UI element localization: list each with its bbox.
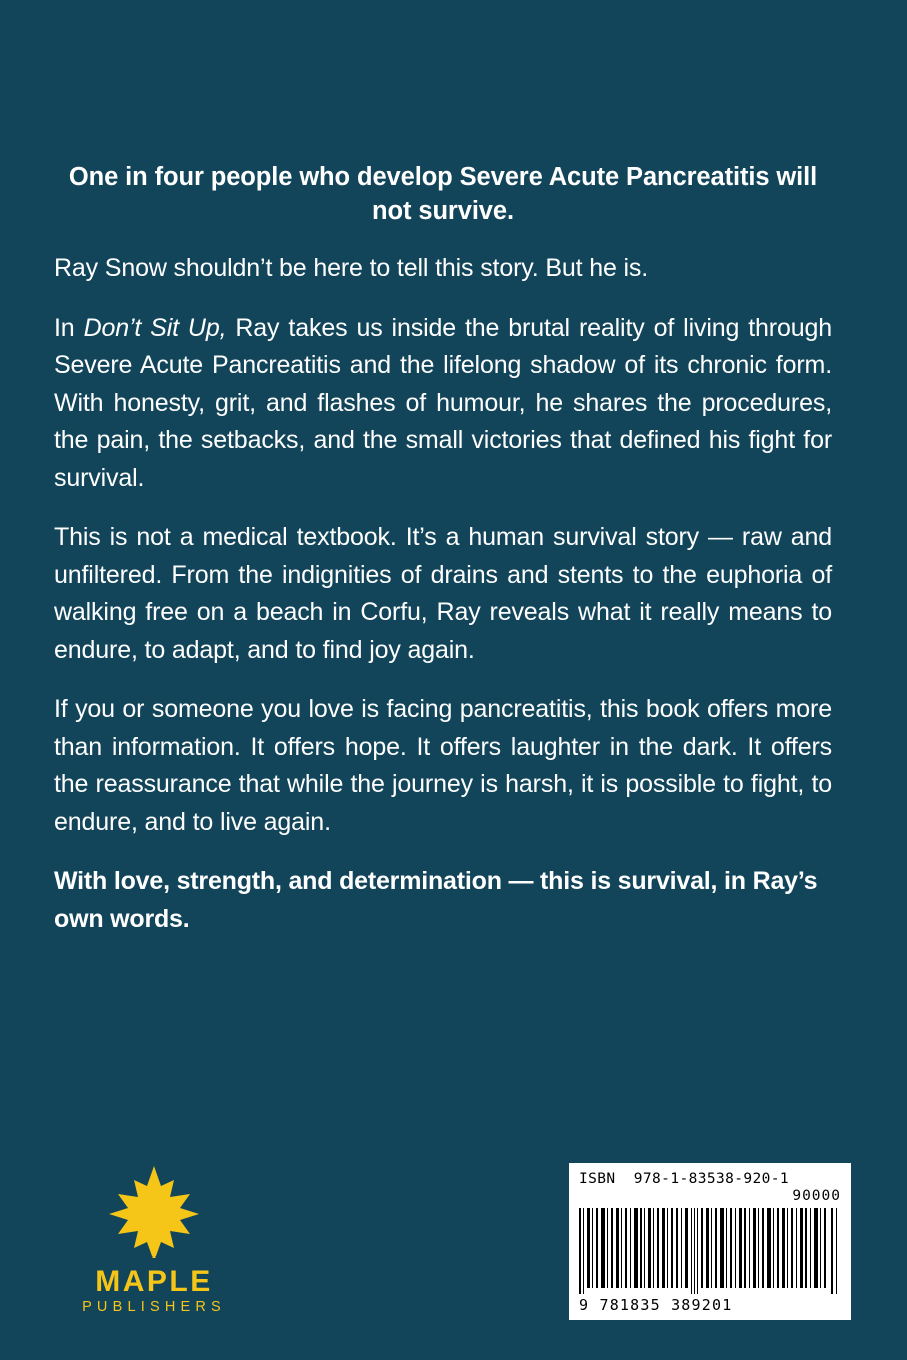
blurb-block — [54, 160, 832, 960]
blurb-paragraph-2-lead: In — [54, 313, 84, 342]
isbn-barcode — [569, 1163, 851, 1320]
blurb-headline: One in four people who develop Severe Acute Pancreatitis will not survive. — [68, 163, 818, 226]
book-title-italic: Don’t Sit Up, — [83, 313, 227, 342]
blurb-paragraph-3: This is not a medical textbook. It’s a human survival story — raw and unfiltered. From the indignities of drains and stents to the euphoria of walking free on a beach in Corfu, Ray reveals what it really means to endure, to adapt, and to find joy again. — [54, 523, 832, 664]
blurb-paragraph-4: If you or someone you love is facing pancreatitis, this book offers more than information. It offers hope. It offers laughter in the dark. It offers the reassurance that while the journey is harsh, it is possible to fight, to endure, and to live again. — [54, 695, 832, 836]
price-code: 90000 — [792, 1188, 841, 1204]
blurb-paragraph-2 — [54, 310, 832, 498]
publisher-subtitle: PUBLISHERS — [82, 1299, 226, 1315]
publisher-logo-block — [54, 1164, 254, 1316]
blurb-paragraph-2-rest: Ray takes us inside the brutal reality of living through Severe Acute Pancreatitis and the lifelong shadow of its chronic form. With honesty, grit, and flashes of humour, he shares the procedures, the pain, the setbacks, and the small victories that defined his fight for survival. — [54, 313, 832, 492]
maple-leaf-icon — [54, 1164, 254, 1260]
isbn-number: 978-1-83538-920-1 — [633, 1171, 790, 1187]
publisher-name: MAPLE — [95, 1264, 213, 1298]
isbn-label: ISBN — [579, 1171, 616, 1187]
blurb-paragraph-1: Ray Snow shouldn’t be here to tell this story. But he is. — [54, 254, 649, 283]
isbn-text — [579, 1171, 841, 1187]
blurb-closing: With love, strength, and determination — this is survival, in Ray’s own words. — [54, 867, 818, 933]
ean-digits: 9 781835 389201 — [579, 1296, 733, 1314]
barcode-bars — [579, 1208, 841, 1294]
